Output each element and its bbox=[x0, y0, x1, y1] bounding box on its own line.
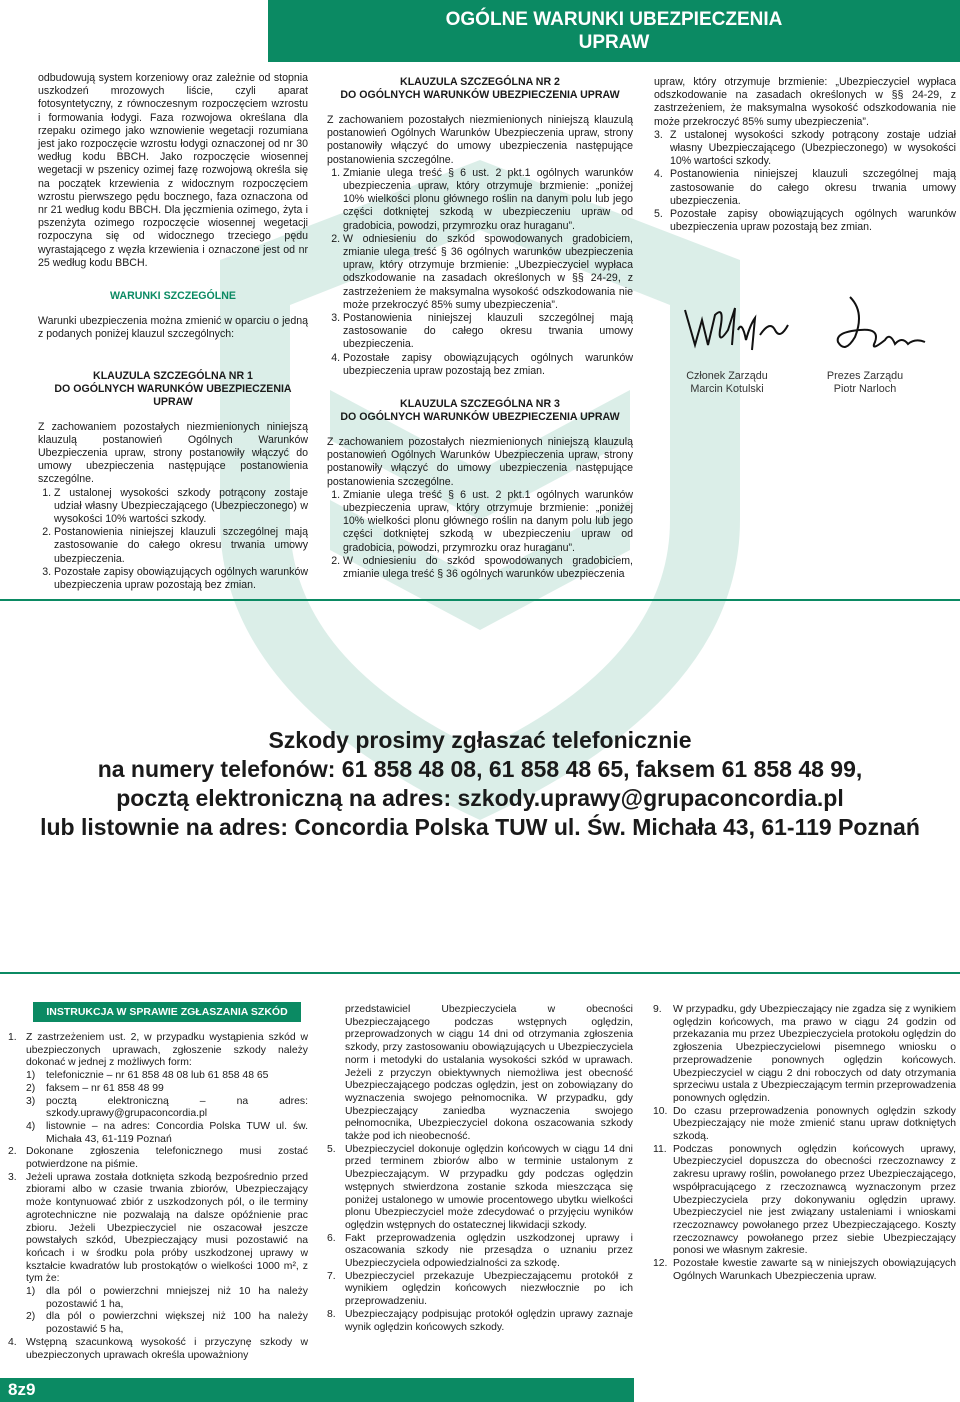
list-item: 1. Z ustalonej wysokości szkody potrącony zostaje udział własny Ubezpieczającego (Ubezpieczonego) w wysokości 10% wartości szkody. bbox=[54, 487, 308, 527]
clause3-list-cont bbox=[654, 129, 956, 235]
clause1-intro: Z zachowaniem pozostałych niezmienionych niniejszą klauzulą postanowień Ogólnych Warunków Ubezpieczenia upraw, strony postanowiły włączyć do umowy ubezpieczenia następujące postanowienia szczególne. bbox=[38, 420, 308, 486]
clause2-subtitle: DO OGÓLNYCH WARUNKÓW UBEZPIECZENIA UPRAW bbox=[340, 89, 620, 101]
clause3-continuation: upraw, który otrzymuje brzmienie: „Ubezpieczyciel wypłaca odszkodowanie na zasadach określonych w §§ 24-29, z zastrzeżeniem, że maksymalna wysokość odszkodowania nie może przekroczyć 85% sumy ubezpieczenia”. bbox=[654, 76, 956, 128]
clause3-subtitle: DO OGÓLNYCH WARUNKÓW UBEZPIECZENIA UPRAW bbox=[340, 411, 620, 424]
list-item: 2) faksem – nr 61 858 48 99 bbox=[26, 1082, 164, 1094]
list-item: 8. Ubezpieczający podpisując protokół oględzin uprawy zaznaje wynik oględzin końcowych szkody. bbox=[327, 1308, 633, 1333]
signature-narloch-icon bbox=[830, 292, 930, 362]
column-middle bbox=[327, 76, 633, 581]
clause3-title: KLAUZULA SZCZEGÓLNA NR 3 bbox=[400, 398, 560, 411]
list-item: 5. Ubezpieczyciel dokonuje oględzin końcowych w ciągu 14 dni przed terminem zbiorów albo w terminie ustalonym z Ubezpieczającym. W przypadku gdy podczas oględzin wstępnych stwierdzona zostanie szkoda mieszcząca się poniżej ustalonego w umowie procentowego ubytku wielkości plonu Ubezpieczyciel może zdecydować o przyjęciu wyników oględzin wstępnych do ostatecznej likwidacji szkody. bbox=[327, 1143, 633, 1231]
list-item: 3. Jeżeli uprawa została dotknięta szkodą bezpośrednio przed zbiorami albo w czasie trwania zbiorów, Ubezpieczający może kontynuować zbiór z uszkodzonych pól, o ile terminy agrotechniczne nie pozwalają na dalsze opóźnienie prac zbioru. Jeżeli Ubezpieczyciel nie oszacował jeszcze powstałych szkód, Ubezpieczający musi pozostawić na końcach i w środku pola próby uszkodzonej uprawy w kształcie kwadratów lub prostokątów o wielkości 1000 m², z tym że: bbox=[8, 1171, 308, 1285]
list-item: 9. W przypadku, gdy Ubezpieczający nie zgadza się z wynikiem oględzin końcowych, ma prawo w ciągu 24 godzin od przekazania mu przez Ubezpieczyciela protokołu oględzin do zgłoszenia Ubezpieczycielowi pisemnego wniosku o przeprowadzenie ponownych oględzin końcowych. Ubezpieczyciel w ciągu 2 dni roboczych od daty otrzymania sprzeciwu ustala z Ubezpieczającym termin przeprowadzenia ponownych oględzin. bbox=[653, 1004, 956, 1104]
signature-block-1: Członek Zarządu Marcin Kotulski bbox=[686, 370, 768, 395]
list-item: 3. Postanowienia niniejszej klauzuli szczególnej mają zastosowanie do całego okresu trwania umowy ubezpieczenia. bbox=[343, 312, 633, 352]
signature-block-2: Prezes Zarządu Piotr Narloch bbox=[826, 370, 904, 395]
clause1-title: KLAUZULA SZCZEGÓLNA NR 1 bbox=[93, 369, 253, 382]
page-title: OGÓLNE WARUNKI UBEZPIECZENIA UPRAW bbox=[445, 9, 783, 53]
instructions-middle bbox=[327, 1004, 633, 1334]
list-item: 7. Ubezpieczyciel przekazuje Ubezpieczającemu protokół z wynikiem oględzin końcowych niezwłocznie po ich przeprowadzeniu. bbox=[327, 1270, 633, 1308]
list-item: 2) dla pól o powierzchni większej niż 100 ha należy pozostawić 5 ha, bbox=[26, 1311, 308, 1336]
divider-top bbox=[0, 599, 960, 601]
list-item: 6. Fakt przeprowadzenia oględzin uszkodzonej uprawy i oszacowania szkody nie przesądza o uznaniu przez Ubezpieczyciela odpowiedzialności za szkodę. bbox=[327, 1232, 633, 1270]
list-item: 12. Pozostałe kwestie zawarte są w niniejszych obowiązujących Ogólnych Warunkach Ubezpieczenia upraw. bbox=[653, 1258, 956, 1282]
list-item: 2. W odniesieniu do szkód spowodowanych gradobiciem, zmianie ulega treść § 36 ogólnych warunków ubezpieczenia bbox=[343, 555, 633, 581]
signature-kotulski-icon bbox=[680, 300, 790, 365]
list-item: 3) pocztą elektroniczną – na adres: szkody.uprawy@grupaconcordia.pl bbox=[26, 1095, 308, 1120]
list-item: 4) listownie – na adres: Concordia Polska TUW ul. św. Michała 43, 61-119 Poznań bbox=[26, 1120, 308, 1145]
list-item: 5. Pozostałe zapisy obowiązujących ogólnych warunków ubezpieczenia upraw pozostają bez zmian. bbox=[654, 208, 956, 234]
list-item: 4. Wstępną szacunkową wysokość i przyczynę szkody w ubezpieczonych uprawach określa upoważniony bbox=[8, 1336, 308, 1361]
list-item: 1) dla pól o powierzchni mniejszej niż 10 ha należy pozostawić 1 ha, bbox=[26, 1286, 308, 1310]
list-item: 1. Z zastrzeżeniem ust. 2, w przypadku wystąpienia szkód w ubezpieczonych uprawach, zgłoszenie szkody należy dokonać w jednej z możliwych form: bbox=[8, 1032, 308, 1069]
list-item: 3. Z ustalonej wysokości szkody potrącony zostaje udział własny Ubezpieczającego (Ubezpieczonego) w wysokości 10% wartości szkody. bbox=[654, 128, 956, 168]
instructions-right bbox=[653, 1004, 956, 1283]
list-item: 4. Postanowienia niniejszej klauzuli szczególnej mają zastosowanie do całego okresu trwania umowy ubezpieczenia. bbox=[654, 168, 956, 207]
special-conditions-heading: WARUNKI SZCZEGÓLNE bbox=[110, 290, 236, 303]
column-right bbox=[654, 76, 956, 234]
list-item: 2. W odniesieniu do szkód spowodowanych gradobiciem, zmianie ulega treść § 36 ogólnych warunków ubezpieczenia upraw, który otrzymuje brzmienie: „Ubezpieczyciel wypłaca odszkodowanie na zasadach określonych w §§ 24-29, z zastrzeżeniem że maksymalna wysokość odszkodowania nie może przekroczyć 85% sumy ubezpieczenia”. bbox=[343, 233, 633, 312]
clause3-intro: Z zachowaniem pozostałych niezmienionych niniejszą klauzulą postanowień Ogólnych Warunków Ubezpieczenia upraw, strony postanowiły włączyć do umowy ubezpieczenia następujące postanowienia szczególne. bbox=[327, 436, 633, 488]
column-left bbox=[38, 72, 308, 592]
special-conditions-text: Warunki ubezpieczenia można zmienić w oparciu o jedną z podanych poniżej klauzul szczególnych: bbox=[38, 315, 308, 341]
list-item: 2. Dokonane zgłoszenia telefonicznego musi zostać potwierdzone na piśmie. bbox=[8, 1146, 308, 1171]
instructions-left bbox=[8, 1032, 308, 1362]
list-item: 4. Pozostałe zapisy obowiązujących ogólnych warunków ubezpieczenia upraw pozostają bez zmian. bbox=[343, 352, 633, 378]
footer-band bbox=[0, 1378, 634, 1402]
divider-bottom bbox=[0, 972, 960, 974]
clause2-title: KLAUZULA SZCZEGÓLNA NR 2 bbox=[400, 76, 560, 88]
list-item: 1) telefonicznie – nr 61 858 48 08 lub 61 858 48 65 bbox=[26, 1070, 269, 1082]
instructions-continuation: przedstawiciel Ubezpieczyciela w obecności Ubezpieczającego podczas wstępnych oględzin, przeprowadzonych w ciągu 14 dni od otrzymania zgłoszenia szkody, przy zastosowaniu obowiązujących u Ubezpieczyciela norm i metodyki do ustalania wysokości szkód w uprawach. Jeżeli z przyczyn obiektywnych niemożliwa jest obecność Ubezpieczającego podczas oględzin, jest on zobowiązany do wyznaczenia swojego pełnomocnika. W przypadku, gdy Ubezpieczający zaniedba wyznaczenia swojego pełnomocnika, Ubezpieczyciel dokona oszacowania szkody także pod ich nieobecność. bbox=[345, 1004, 633, 1143]
list-item: 1. Zmianie ulega treść § 6 ust. 2 pkt.1 ogólnych warunków ubezpieczenia upraw, który otrzymuje brzmienie: „poniżej 10% wielkości plonu głównego roślin na danym polu lub jego części dotkniętej szkodą w ubezpieczeniu upraw od gradobicia, powodzi, przymrozku oraz huraganu”. bbox=[343, 167, 633, 233]
intro-paragraph: odbudowują system korzeniowy oraz zależnie od stopnia uszkodzeń mrozowych liście, czyli aparat fotosyntetyczny, z równoczesnym rozpoczęciem wzrostu i formowania łodygi. Faza rozwojowa określana dla rzepaku ozimego jako wznowienie wegetacji rozumiana jest jako rozpoczęcie wzrostu łodygi oznaczonej od nr 30 według kodu BBCH. Jako rozpoczęcie wiosennej wegetacji w pszenicy ozimej fazę rozwojową określa się na początek krzewienia z widocznym rozpoczęciem wzrostu pierwszego pędu bocznego, faza oznaczona od nr 21 według kodu BBCH. Dla jęczmienia ozimego, żyta i pszenżyta ozimego rozpoczęcie wiosennej wegetacji rozpoczyna się od widocznego trzeciego pędu wyrastającego z węzła krzewienia i oznaczone jest od nr 25 według kodu BBCH. bbox=[38, 72, 308, 269]
list-item: 10. Do czasu przeprowadzenia ponownych oględzin szkody Ubezpieczający nie może zmienić stanu upraw dotkniętych szkodą. bbox=[653, 1105, 956, 1143]
clause2-intro: Z zachowaniem pozostałych niezmienionych niniejszą klauzulą postanowień Ogólnych Warunków Ubezpieczenia upraw, strony postanowiły włączyć do umowy ubezpieczenia następujące postanowienia szczególne. bbox=[327, 114, 633, 166]
clause1-subtitle: DO OGÓLNYCH WARUNKÓW UBEZPIECZENIA UPRAW bbox=[54, 382, 292, 408]
clause3-list bbox=[327, 489, 633, 581]
instructions-heading: INSTRUKCJA W SPRAWIE ZGŁASZANIA SZKÓD bbox=[33, 1002, 301, 1022]
clause2-list bbox=[327, 167, 633, 378]
list-item: 1. Zmianie ulega treść § 6 ust. 2 pkt.1 ogólnych warunków ubezpieczenia upraw, który otrzymuje brzmienie: „poniżej 10% wielkości plonu głównego roślin na danym polu lub jego części dotkniętej szkodą w ubezpieczeniu upraw od gradobicia, powodzi, przymrozku oraz huraganu”. bbox=[343, 489, 633, 555]
claims-notice: Szkody prosimy zgłaszać telefonicznie na numery telefonów: 61 858 48 08, 61 858 48 65, faksem 61 858 48 99, pocztą elektroniczną na adres: szkody.uprawy@grupaconcordia.pl lub listownie na adres: Concordia Polska TUW ul. Św. Michała 43, 61-119 Poznań bbox=[40, 727, 920, 840]
list-item: 2. Postanowienia niniejszej klauzuli szczególnej mają zastosowanie do całego okresu trwania umowy ubezpieczenia. bbox=[54, 526, 308, 566]
page-number: 8z9 bbox=[8, 1380, 36, 1399]
list-item: 11. Podczas ponownych oględzin końcowych uprawy, Ubezpieczyciel dopuszcza do obecności rzeczoznawcy z zakresu uprawy roślin, powołanego przez Ubezpieczającego, współpracującego z rzeczoznawcą wyznaczonym przez Ubezpieczyciela przy dokonywaniu oględzin uprawy. Ubezpieczyciel nie jest związany ustaleniami i wnioskami rzeczoznawcy powołanego przez Ubezpieczającego. Koszty rzeczoznawcy powołanego przez siebie Ubezpieczający ponosi we własnym zakresie. bbox=[653, 1143, 956, 1257]
list-item: 3. Pozostałe zapisy obowiązujących ogólnych warunków ubezpieczenia upraw pozostają bez zmian. bbox=[54, 566, 308, 592]
clause1-list bbox=[38, 487, 308, 593]
